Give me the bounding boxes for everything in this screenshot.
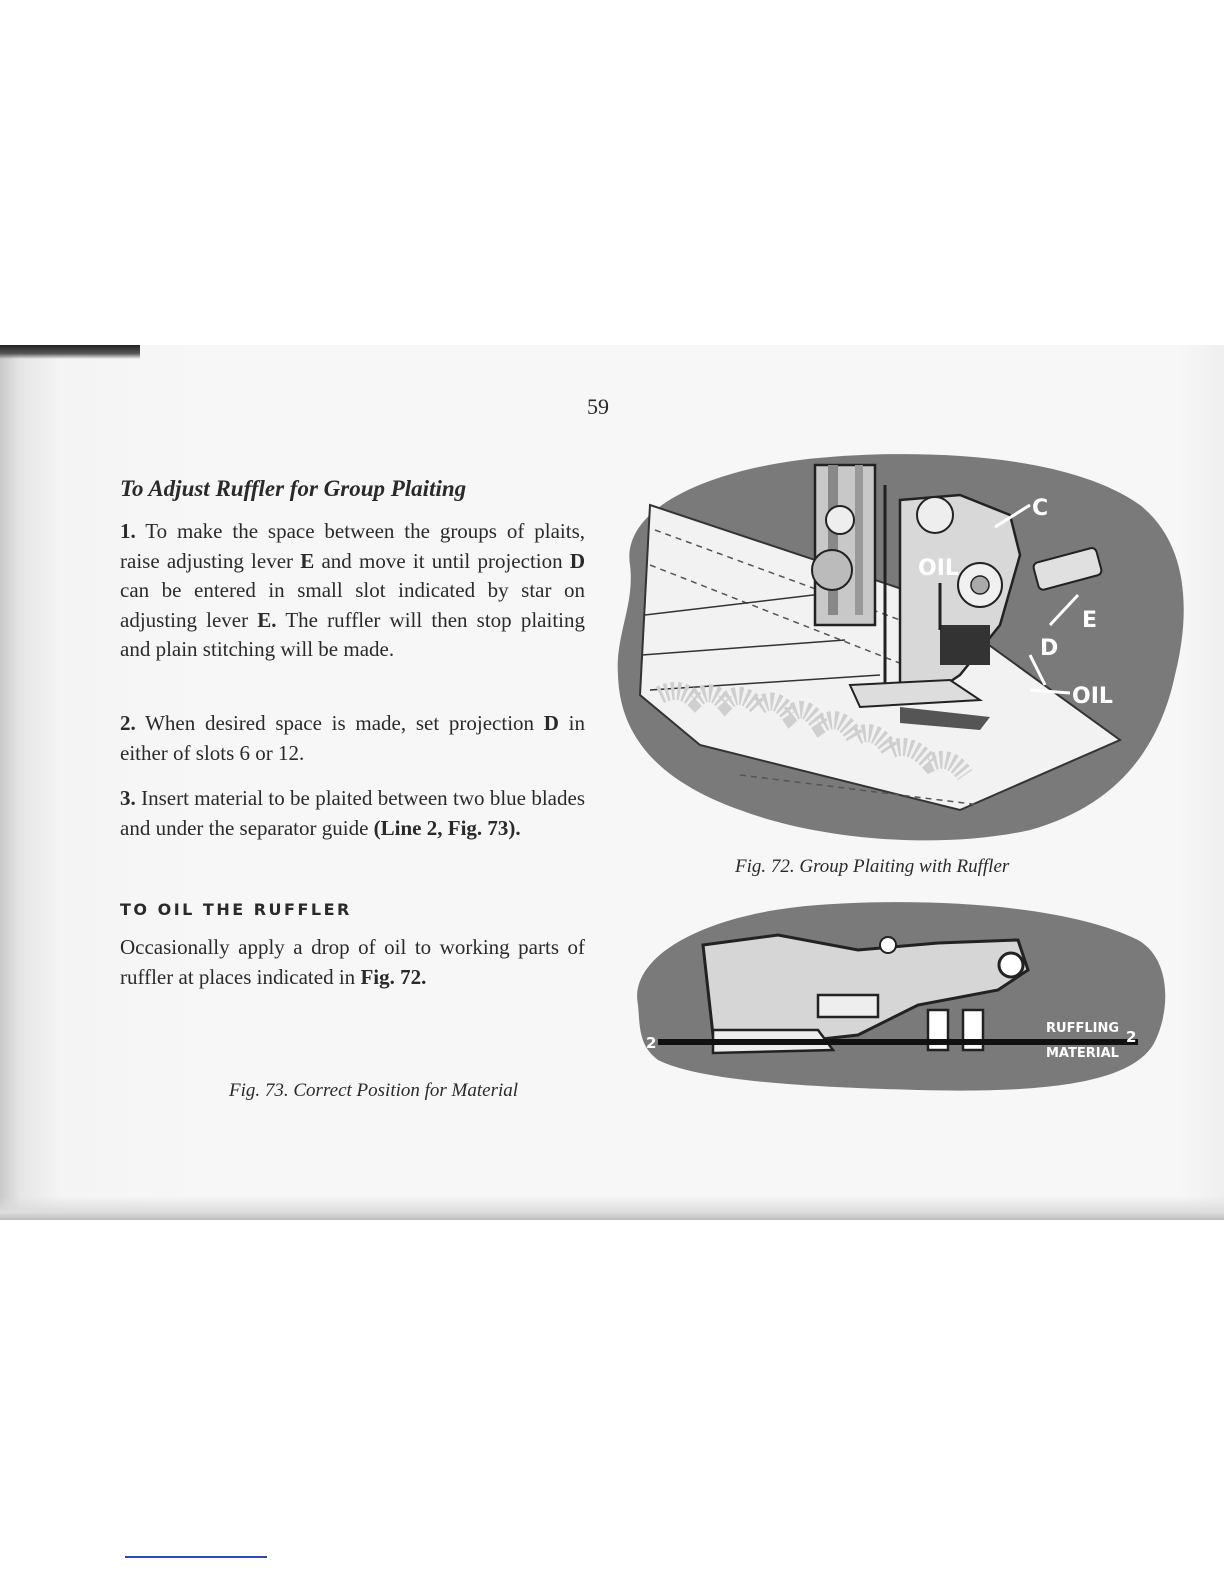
step-2	[120, 709, 585, 768]
label-c: C	[1032, 496, 1049, 521]
label-oil-right: OIL	[1072, 684, 1113, 709]
bold-term: (Line 2, Fig. 73).	[373, 815, 521, 840]
fig-72-illustration	[600, 445, 1190, 850]
step-1	[120, 517, 585, 665]
oil-heading: TO OIL THE RUFFLER	[120, 900, 352, 919]
presser-bar	[815, 465, 875, 625]
bold-term: Fig. 72.	[360, 964, 427, 989]
section-heading: To Adjust Ruffler for Group Plaiting	[120, 476, 467, 501]
bold-term: E	[300, 548, 315, 573]
text-run: Occasionally apply a drop of oil to working parts of ruffler at places indicated in	[120, 935, 585, 989]
label-e: E	[1082, 608, 1098, 633]
text-run: When desired space is made, set projection	[135, 711, 544, 735]
text-run: To make the space between the groups of plaits, raise adjusting lever	[120, 519, 585, 573]
label-oil-left: OIL	[918, 556, 959, 581]
label-line-2-right: 2	[1126, 1028, 1137, 1046]
fig-73-caption: Fig. 73. Correct Position for Material	[229, 1080, 519, 1101]
text-run: The ruffler will then stop plaiting and plain stitching will be made.	[120, 607, 585, 661]
page-edge-shadow	[0, 345, 140, 359]
text-run: in either of slots 6 or 12.	[120, 711, 585, 765]
step-number: 1.	[120, 519, 136, 543]
bottom-link-underline	[125, 1556, 267, 1558]
label-line-2-left: 2	[646, 1034, 657, 1052]
fig-73-illustration	[618, 895, 1173, 1095]
bold-term: D	[569, 548, 585, 573]
text-run: and move it until projection	[314, 548, 570, 573]
oil-instruction	[120, 933, 585, 992]
label-material: MATERIAL	[1046, 1046, 1119, 1061]
label-d: D	[1040, 636, 1059, 661]
step-number: 2.	[120, 711, 136, 735]
page-number: 59	[587, 394, 609, 419]
text-run: Insert material to be plaited between two blue blades and under the separator guide	[120, 786, 585, 840]
label-ruffling: RUFFLING	[1046, 1021, 1119, 1036]
bold-term: E.	[257, 607, 277, 632]
step-number: 3.	[120, 786, 136, 810]
text-run: can be entered in small slot indicated by star on adjusting lever	[120, 578, 585, 632]
step-3	[120, 784, 585, 843]
bold-term: D	[543, 711, 559, 735]
fig-72-caption: Fig. 72. Group Plaiting with Ruffler	[735, 856, 1010, 877]
page-bottom-edge	[0, 1196, 1224, 1220]
